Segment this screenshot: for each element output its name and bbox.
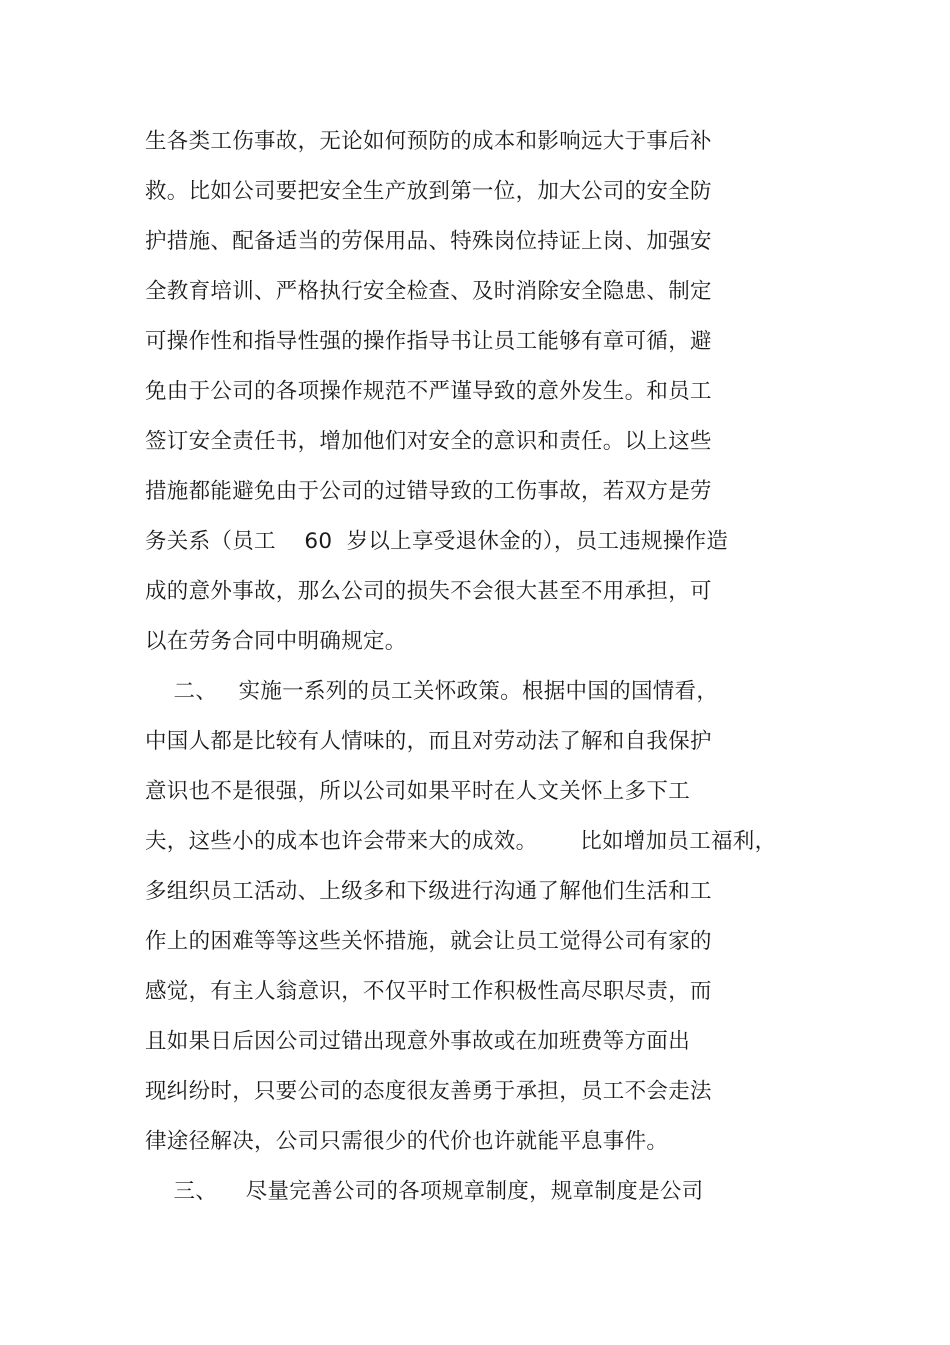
body-text-line: 且如果日后因公司过错出现意外事故或在加班费等方面出 [145, 1029, 691, 1054]
body-text-line: 成的意外事故，那么公司的损失不会很大甚至不用承担，可 [145, 579, 712, 604]
body-text-line: 全教育培训、严格执行安全检查、及时消除安全隐患、制定 [145, 279, 712, 304]
body-text-line: 作上的困难等等这些关怀措施，就会让员工觉得公司有家的 [145, 929, 712, 954]
body-text-line: 律途径解决，公司只需很少的代价也许就能平息事件。 [145, 1129, 669, 1154]
body-text-line: 护措施、配备适当的劳保用品、特殊岗位持证上岗、加强安 [145, 229, 712, 254]
body-text-line: 以在劳务合同中明确规定。 [145, 629, 407, 654]
body-text-line: 措施都能避免由于公司的过错导致的工伤事故，若双方是劳 [145, 479, 712, 504]
body-text-line: 救。比如公司要把安全生产放到第一位，加大公司的安全防 [145, 179, 712, 204]
body-text-line: 意识也不是很强，所以公司如果平时在人文关怀上多下工 [145, 779, 691, 804]
body-text-line: 多组织员工活动、上级多和下级进行沟通了解他们生活和工 [145, 879, 712, 904]
section-heading-line: 三、 尽量完善公司的各项规章制度，规章制度是公司 [145, 1179, 704, 1204]
body-text-line: 生各类工伤事故，无论如何预防的成本和影响远大于事后补 [145, 129, 712, 154]
body-text-line: 免由于公司的各项操作规范不严谨导致的意外发生。和员工 [145, 379, 712, 404]
body-text-line: 可操作性和指导性强的操作指导书让员工能够有章可循，避 [145, 329, 712, 354]
body-text-line: 现纠纷时，只要公司的态度很友善勇于承担，员工不会走法 [145, 1079, 712, 1104]
body-text-line: 感觉，有主人翁意识，不仅平时工作积极性高尽职尽责，而 [145, 979, 712, 1004]
body-text-line: 夫，这些小的成本也许会带来大的成效。 比如增加员工福利， [145, 829, 777, 854]
section-heading-line: 二、 实施一系列的员工关怀政策。根据中国的国情看， [145, 679, 719, 704]
body-text-line: 签订安全责任书，增加他们对安全的意识和责任。以上这些 [145, 429, 712, 454]
body-text-line: 务关系（员工 60 岁以上享受退休金的），员工违规操作造 [145, 529, 729, 554]
body-text-line: 中国人都是比较有人情味的，而且对劳动法了解和自我保护 [145, 729, 712, 754]
